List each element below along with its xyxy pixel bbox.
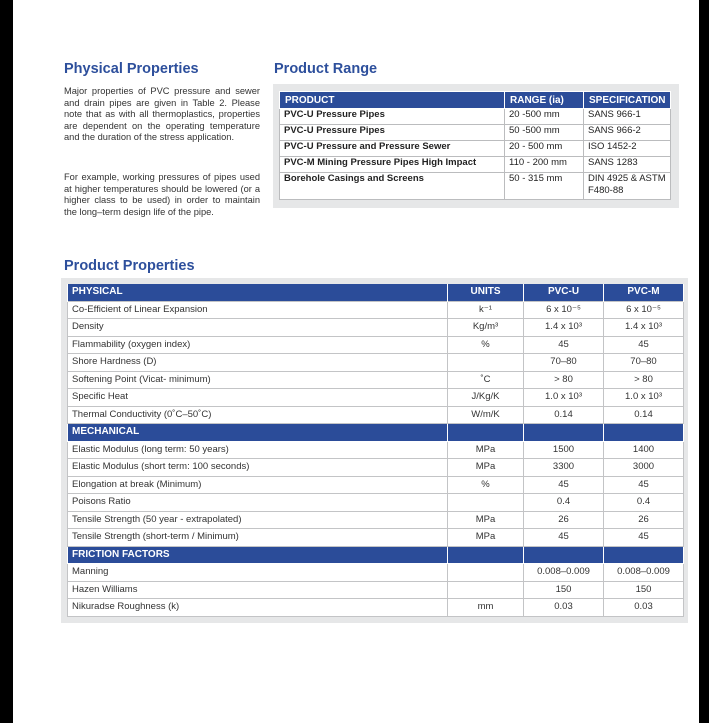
property-cell: Specific Heat [68, 389, 448, 407]
product-cell: PVC-M Mining Pressure Pipes High Impact [280, 157, 505, 173]
product-cell: PVC-U Pressure and Pressure Sewer [280, 141, 505, 157]
table-row [280, 173, 671, 200]
pvc-m-cell: 70–80 [604, 354, 684, 372]
table-row [68, 476, 684, 494]
section-spacer [604, 424, 684, 442]
header-range: RANGE (ia) [505, 92, 584, 109]
pvc-m-cell: > 80 [604, 371, 684, 389]
units-cell: MPa [448, 511, 524, 529]
section-row-mechanical [68, 424, 684, 442]
table-row [68, 511, 684, 529]
section-spacer [524, 546, 604, 564]
units-cell: mm [448, 599, 524, 617]
product-range-panel [273, 84, 679, 208]
header-units: UNITS [448, 284, 524, 301]
units-cell: ˚C [448, 371, 524, 389]
product-range-table [279, 91, 671, 200]
section-spacer [448, 546, 524, 564]
header-specification: SPECIFICATION [584, 92, 671, 109]
table-row [68, 301, 684, 319]
property-cell: Elongation at break (Minimum) [68, 476, 448, 494]
property-cell: Shore Hardness (D) [68, 354, 448, 372]
pvc-u-cell: 3300 [524, 459, 604, 477]
pvc-m-cell: 45 [604, 336, 684, 354]
property-cell: Tensile Strength (50 year - extrapolated) [68, 511, 448, 529]
pvc-u-cell: 1500 [524, 441, 604, 459]
section-spacer [604, 546, 684, 564]
product-range-header-row [280, 92, 671, 109]
specification-cell: SANS 966-1 [584, 109, 671, 125]
product-cell: PVC-U Pressure Pipes [280, 125, 505, 141]
pvc-m-cell: 6 x 10⁻⁵ [604, 301, 684, 319]
table-row [68, 581, 684, 599]
table-row [68, 354, 684, 372]
table-row [280, 157, 671, 173]
property-cell: Elastic Modulus (short term: 100 seconds) [68, 459, 448, 477]
section-row-friction [68, 546, 684, 564]
pvc-m-cell: 45 [604, 476, 684, 494]
units-cell: W/m/K [448, 406, 524, 424]
pvc-u-cell: 45 [524, 476, 604, 494]
product-properties-body [68, 301, 684, 616]
pvc-u-cell: > 80 [524, 371, 604, 389]
pvc-u-cell: 26 [524, 511, 604, 529]
units-cell: k⁻¹ [448, 301, 524, 319]
specification-cell: DIN 4925 & ASTM F480-88 [584, 173, 671, 200]
product-properties-panel [61, 278, 688, 623]
header-pvc-u: PVC-U [524, 284, 604, 301]
table-row [68, 564, 684, 582]
pvc-u-cell: 45 [524, 529, 604, 547]
table-row [68, 599, 684, 617]
units-cell: MPa [448, 459, 524, 477]
product-properties-heading: Product Properties [64, 258, 195, 274]
product-cell: PVC-U Pressure Pipes [280, 109, 505, 125]
range-cell: 20 -500 mm [505, 109, 584, 125]
units-cell [448, 564, 524, 582]
header-physical: PHYSICAL [68, 284, 448, 301]
property-cell: Softening Point (Vicat- minimum) [68, 371, 448, 389]
pvc-m-cell: 1.0 x 10³ [604, 389, 684, 407]
product-properties-table [67, 284, 684, 617]
specification-cell: SANS 966-2 [584, 125, 671, 141]
property-cell: Nikuradse Roughness (k) [68, 599, 448, 617]
pvc-u-cell: 6 x 10⁻⁵ [524, 301, 604, 319]
specification-cell: ISO 1452-2 [584, 141, 671, 157]
units-cell: % [448, 476, 524, 494]
units-cell: J/Kg/K [448, 389, 524, 407]
units-cell: MPa [448, 529, 524, 547]
header-product: PRODUCT [280, 92, 505, 109]
section-label-friction: FRICTION FACTORS [68, 546, 448, 564]
property-cell: Poisons Ratio [68, 494, 448, 512]
pvc-m-cell: 26 [604, 511, 684, 529]
table-row [68, 336, 684, 354]
range-cell: 110 - 200 mm [505, 157, 584, 173]
units-cell: % [448, 336, 524, 354]
product-properties-header-row [68, 284, 684, 301]
table-row [68, 389, 684, 407]
pvc-m-cell: 0.008–0.009 [604, 564, 684, 582]
physical-properties-paragraph-1: Major properties of PVC pressure and sewer and drain pipes are given in Table 2. Please note that as with all thermoplastics, properties are dependent on the operating temperature and the duration of the stress application. [64, 86, 260, 143]
units-cell [448, 581, 524, 599]
pvc-m-cell: 3000 [604, 459, 684, 477]
pvc-m-cell: 150 [604, 581, 684, 599]
property-cell: Elastic Modulus (long term: 50 years) [68, 441, 448, 459]
units-cell: MPa [448, 441, 524, 459]
pvc-m-cell: 0.03 [604, 599, 684, 617]
table-row [280, 109, 671, 125]
pvc-m-cell: 0.14 [604, 406, 684, 424]
physical-properties-heading: Physical Properties [64, 61, 199, 77]
left-black-edge [0, 0, 13, 723]
pvc-u-cell: 1.4 x 10³ [524, 319, 604, 337]
pvc-u-cell: 0.008–0.009 [524, 564, 604, 582]
range-cell: 50 - 315 mm [505, 173, 584, 200]
property-cell: Manning [68, 564, 448, 582]
property-cell: Co-Efficient of Linear Expansion [68, 301, 448, 319]
table-row [68, 459, 684, 477]
table-row [68, 529, 684, 547]
pvc-u-cell: 0.4 [524, 494, 604, 512]
product-range-heading: Product Range [274, 61, 378, 77]
physical-properties-paragraph-2: For example, working pressures of pipes used at higher temperatures should be lowered (or a higher class to be used) in order to maintain the long–term design life of the pipe. [64, 172, 260, 217]
property-cell: Density [68, 319, 448, 337]
pvc-u-cell: 0.03 [524, 599, 604, 617]
property-cell: Flammability (oxygen index) [68, 336, 448, 354]
table-row [68, 319, 684, 337]
pvc-m-cell: 1400 [604, 441, 684, 459]
pvc-u-cell: 150 [524, 581, 604, 599]
property-cell: Hazen Williams [68, 581, 448, 599]
pvc-u-cell: 1.0 x 10³ [524, 389, 604, 407]
units-cell [448, 354, 524, 372]
pvc-u-cell: 45 [524, 336, 604, 354]
table-row [280, 125, 671, 141]
units-cell [448, 494, 524, 512]
pvc-u-cell: 70–80 [524, 354, 604, 372]
pvc-m-cell: 0.4 [604, 494, 684, 512]
pvc-m-cell: 1.4 x 10³ [604, 319, 684, 337]
section-spacer [524, 424, 604, 442]
pvc-u-cell: 0.14 [524, 406, 604, 424]
range-cell: 20 - 500 mm [505, 141, 584, 157]
section-spacer [448, 424, 524, 442]
property-cell: Thermal Conductivity (0˚C–50˚C) [68, 406, 448, 424]
section-label-mechanical: MECHANICAL [68, 424, 448, 442]
units-cell: Kg/m³ [448, 319, 524, 337]
product-cell: Borehole Casings and Screens [280, 173, 505, 200]
table-row [68, 371, 684, 389]
table-row [280, 141, 671, 157]
specification-cell: SANS 1283 [584, 157, 671, 173]
right-black-edge [699, 0, 709, 723]
table-row [68, 441, 684, 459]
property-cell: Tensile Strength (short-term / Minimum) [68, 529, 448, 547]
table-row [68, 406, 684, 424]
range-cell: 50 -500 mm [505, 125, 584, 141]
header-pvc-m: PVC-M [604, 284, 684, 301]
table-row [68, 494, 684, 512]
pvc-m-cell: 45 [604, 529, 684, 547]
